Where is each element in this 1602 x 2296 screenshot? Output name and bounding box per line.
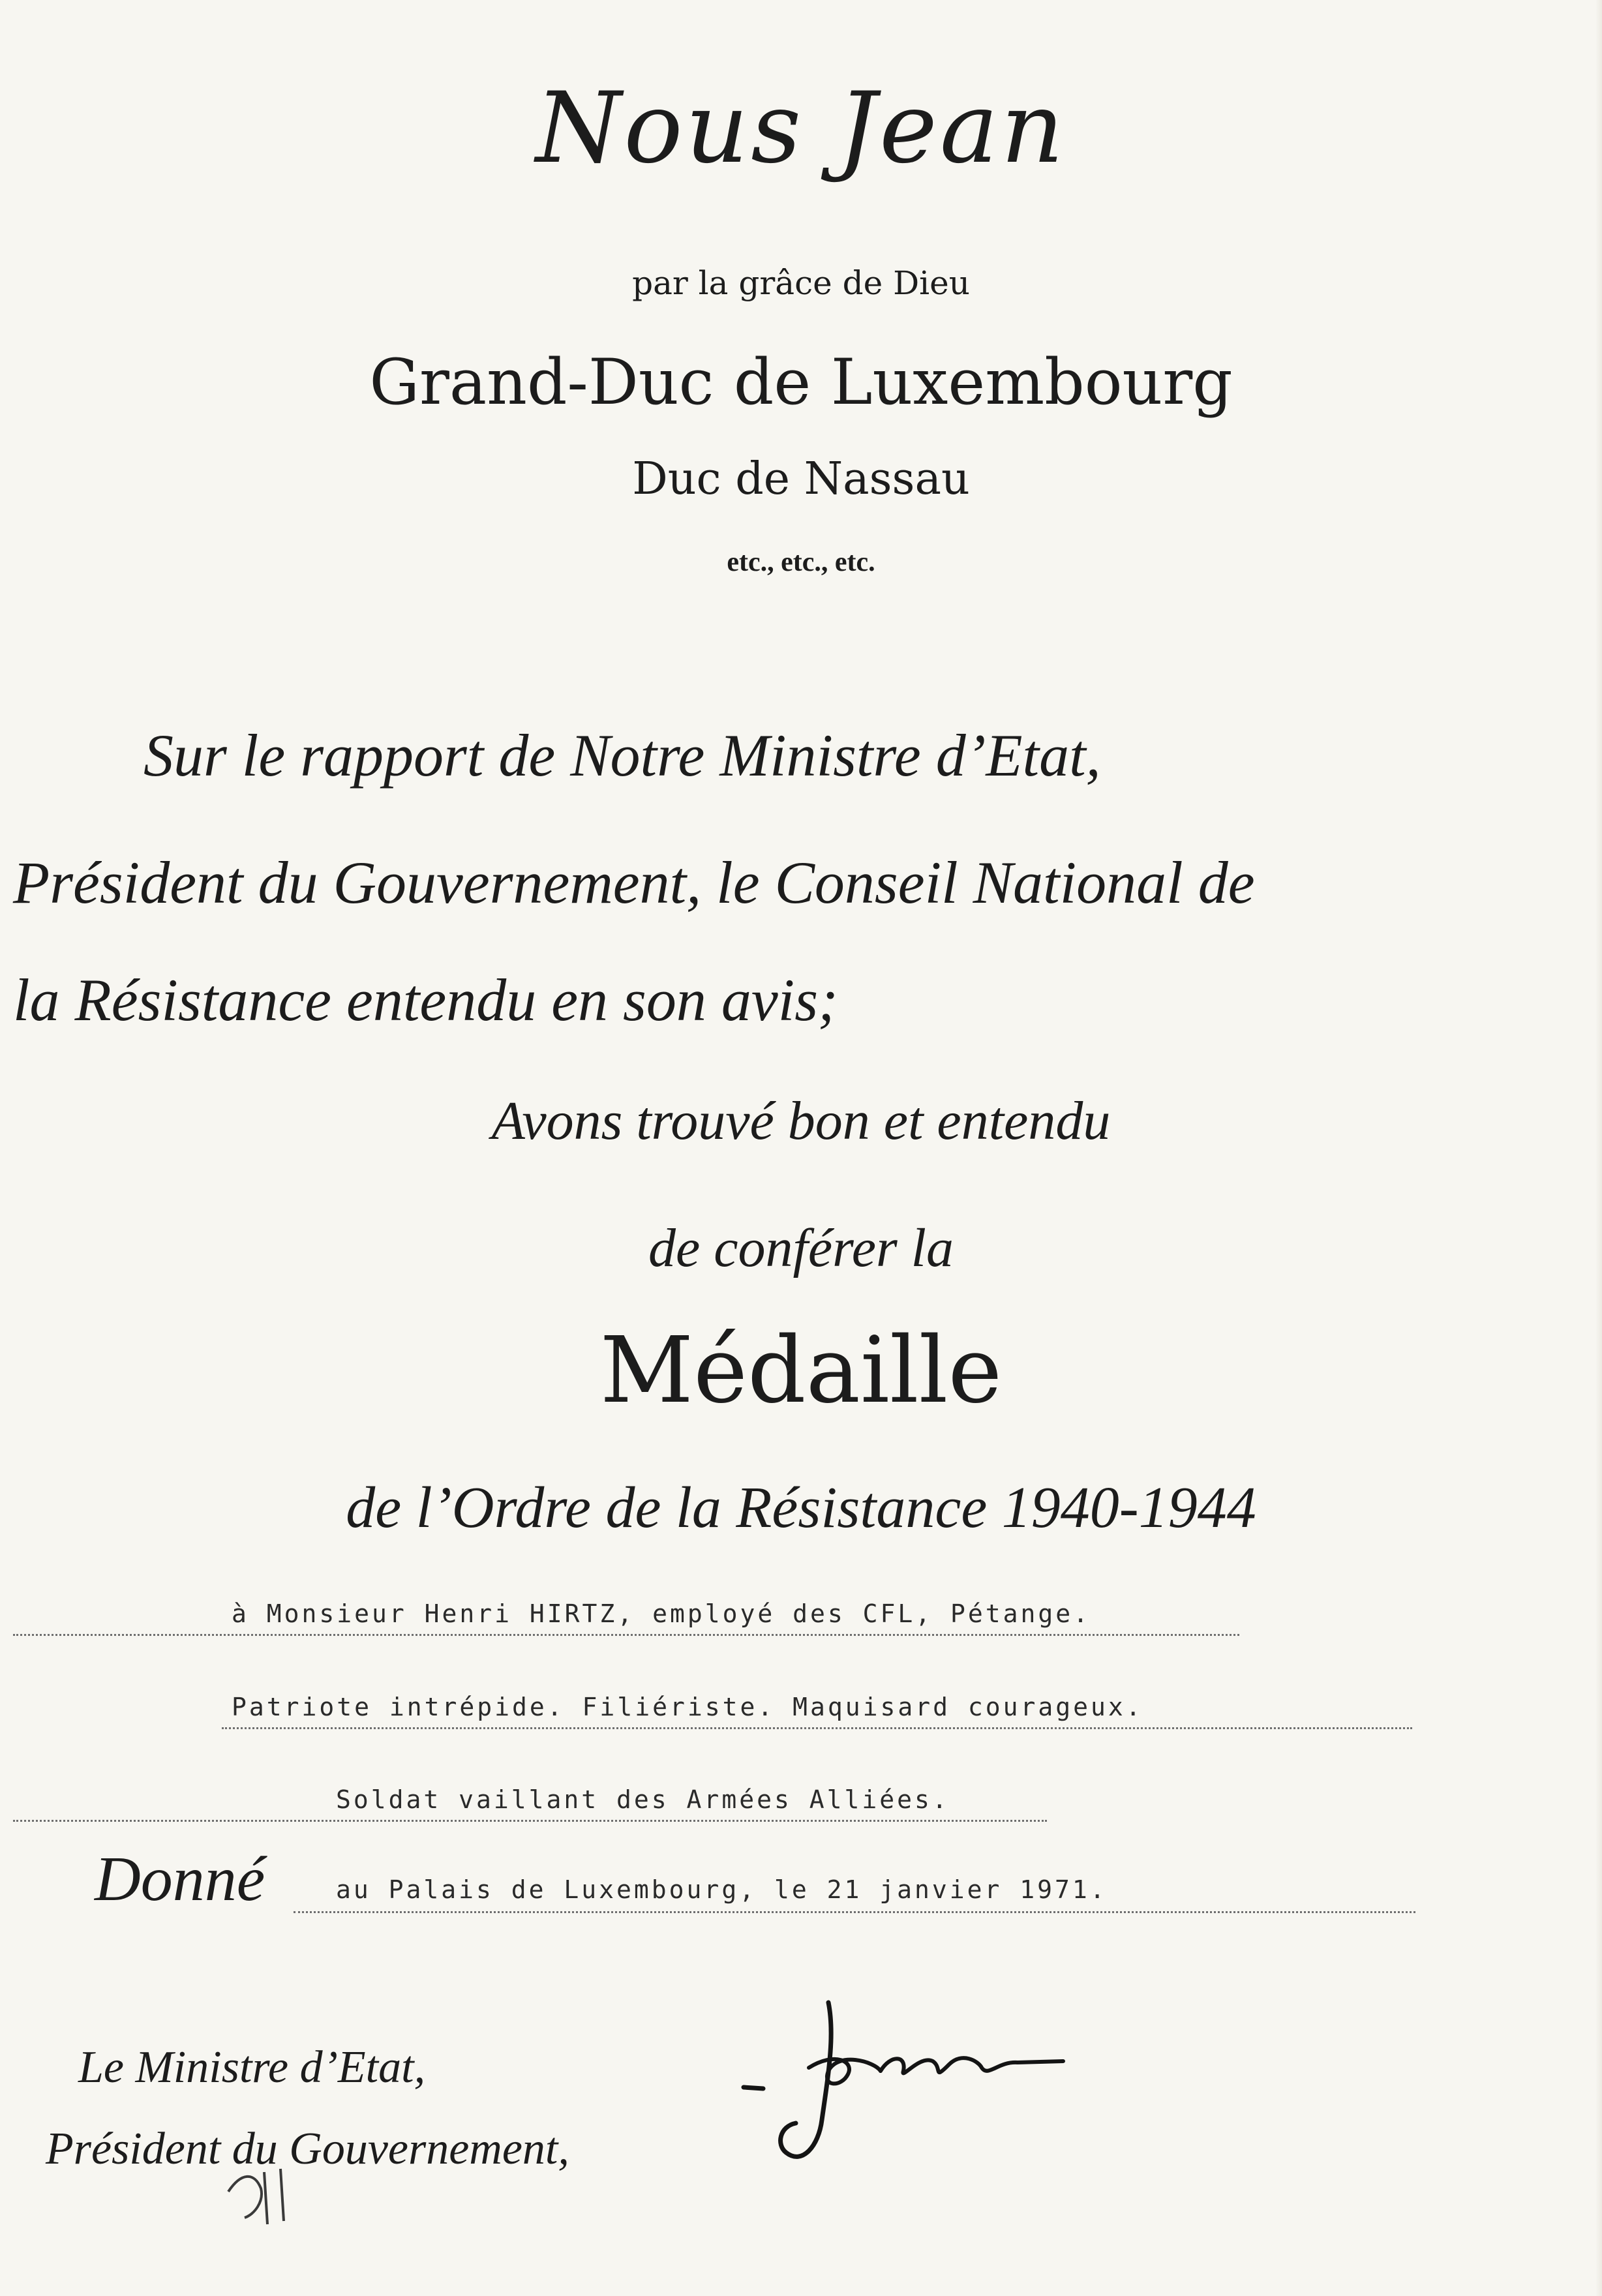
preamble-line-4: Avons trouvé bon et entendu <box>491 1091 1111 1151</box>
sovereign-heading: Nous Jean <box>536 72 1066 185</box>
recipient-dotted-line-2 <box>222 1727 1412 1729</box>
grand-duke-title: Grand-Duc de Luxembourg <box>369 346 1233 419</box>
medal-title: Médaille <box>599 1318 1003 1424</box>
preamble-line-3: la Résistance entendu en son avis; <box>13 967 838 1033</box>
minister-line-2: Président du Gouvernement, <box>46 2124 569 2174</box>
recipient-line-1: à Monsieur Henri HIRTZ, employé des CFL, Pétange. <box>232 1599 1091 1628</box>
sovereign-signature <box>724 1989 1089 2185</box>
minister-initial-mark <box>215 2152 307 2231</box>
recipient-dotted-line-3 <box>13 1820 1047 1822</box>
preamble-line-1: Sur le rapport de Notre Ministre d’Etat, <box>144 722 1101 789</box>
given-label: Donné <box>95 1844 265 1914</box>
preamble-line-5: de conférer la <box>648 1218 954 1278</box>
minister-line-1: Le Ministre d’Etat, <box>78 2042 426 2092</box>
given-place-date: au Palais de Luxembourg, le 21 janvier 1971. <box>336 1875 1108 1904</box>
etc-line: etc., etc., etc. <box>727 547 875 577</box>
recipient-line-3: Soldat vaillant des Armées Alliées. <box>336 1785 950 1814</box>
recipient-dotted-line-1 <box>13 1634 1239 1636</box>
duke-nassau-title: Duc de Nassau <box>632 453 970 505</box>
preamble-line-2: Président du Gouvernement, le Conseil National de <box>13 849 1255 916</box>
grace-line: par la grâce de Dieu <box>632 264 970 302</box>
order-line: de l’Ordre de la Résistance 1940-1944 <box>346 1475 1256 1540</box>
given-dotted-line <box>294 1911 1415 1913</box>
recipient-line-2: Patriote intrépide. Filiériste. Maquisard courageux. <box>232 1693 1143 1721</box>
